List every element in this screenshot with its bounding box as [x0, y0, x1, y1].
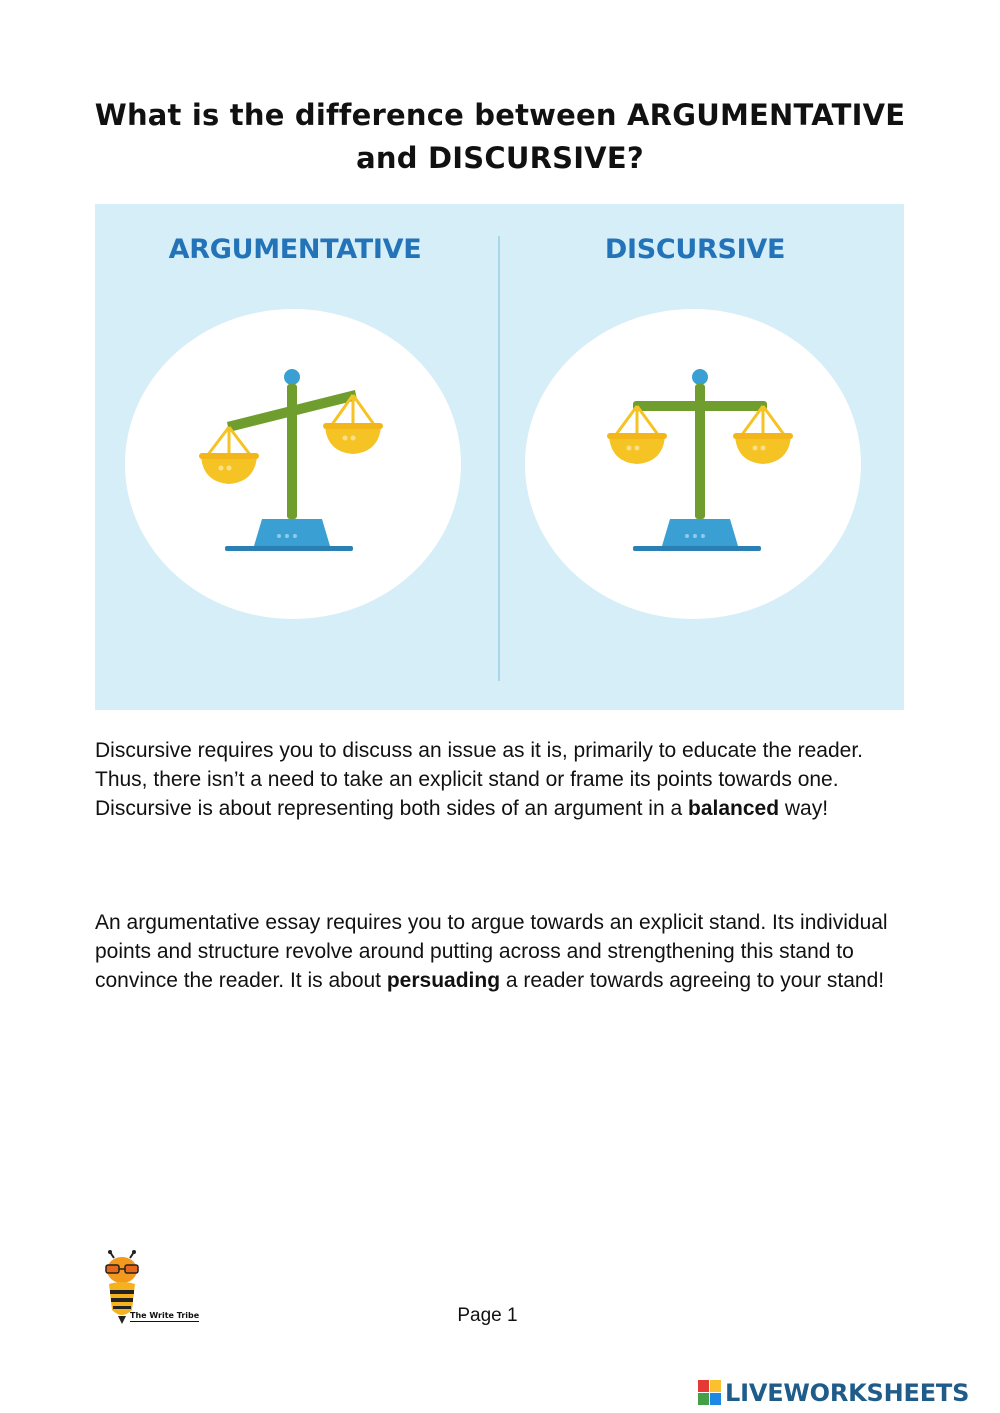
discursive-text-before: Discursive requires you to discuss an issue as it is, primarily to educate the reader. Thus, there isn’t a need to take an explicit stand or frame its points towards one. Discursive is about representing both sides of an argument in a [95, 739, 864, 820]
title-line-1: What is the difference between ARGUMENTATIVE [94, 98, 906, 132]
page-number: Page 1 [457, 1305, 518, 1326]
center-divider [498, 236, 500, 681]
balanced-scale-icon [605, 364, 805, 564]
discursive-text-after: way! [779, 797, 829, 820]
liveworksheets-brand[interactable] [698, 1376, 969, 1410]
argumentative-paragraph [95, 908, 915, 995]
logo-text: The Write Tribe [130, 1311, 200, 1320]
liveworksheets-text: LIVEWORKSHEETS [725, 1379, 970, 1407]
argumentative-text-before: An argumentative essay requires you to argue towards an explicit stand. Its individual points and structure revolve around putting across and strengthening this stand to convince the reader. It is about [95, 911, 888, 992]
tilted-scale-icon [195, 364, 395, 564]
title-line-2: and DISCURSIVE? [356, 141, 644, 175]
discursive-paragraph [95, 736, 915, 823]
liveworksheets-logo-icon [698, 1380, 722, 1406]
argumentative-text-after: a reader towards agreeing to your stand! [500, 969, 885, 992]
argumentative-label: ARGUMENTATIVE [168, 234, 422, 265]
balanced-bold: balanced [688, 797, 780, 820]
discursive-label: DISCURSIVE [604, 234, 786, 265]
comparison-illustration [95, 204, 904, 710]
persuading-bold: persuading [386, 969, 501, 992]
page-title [60, 94, 940, 180]
